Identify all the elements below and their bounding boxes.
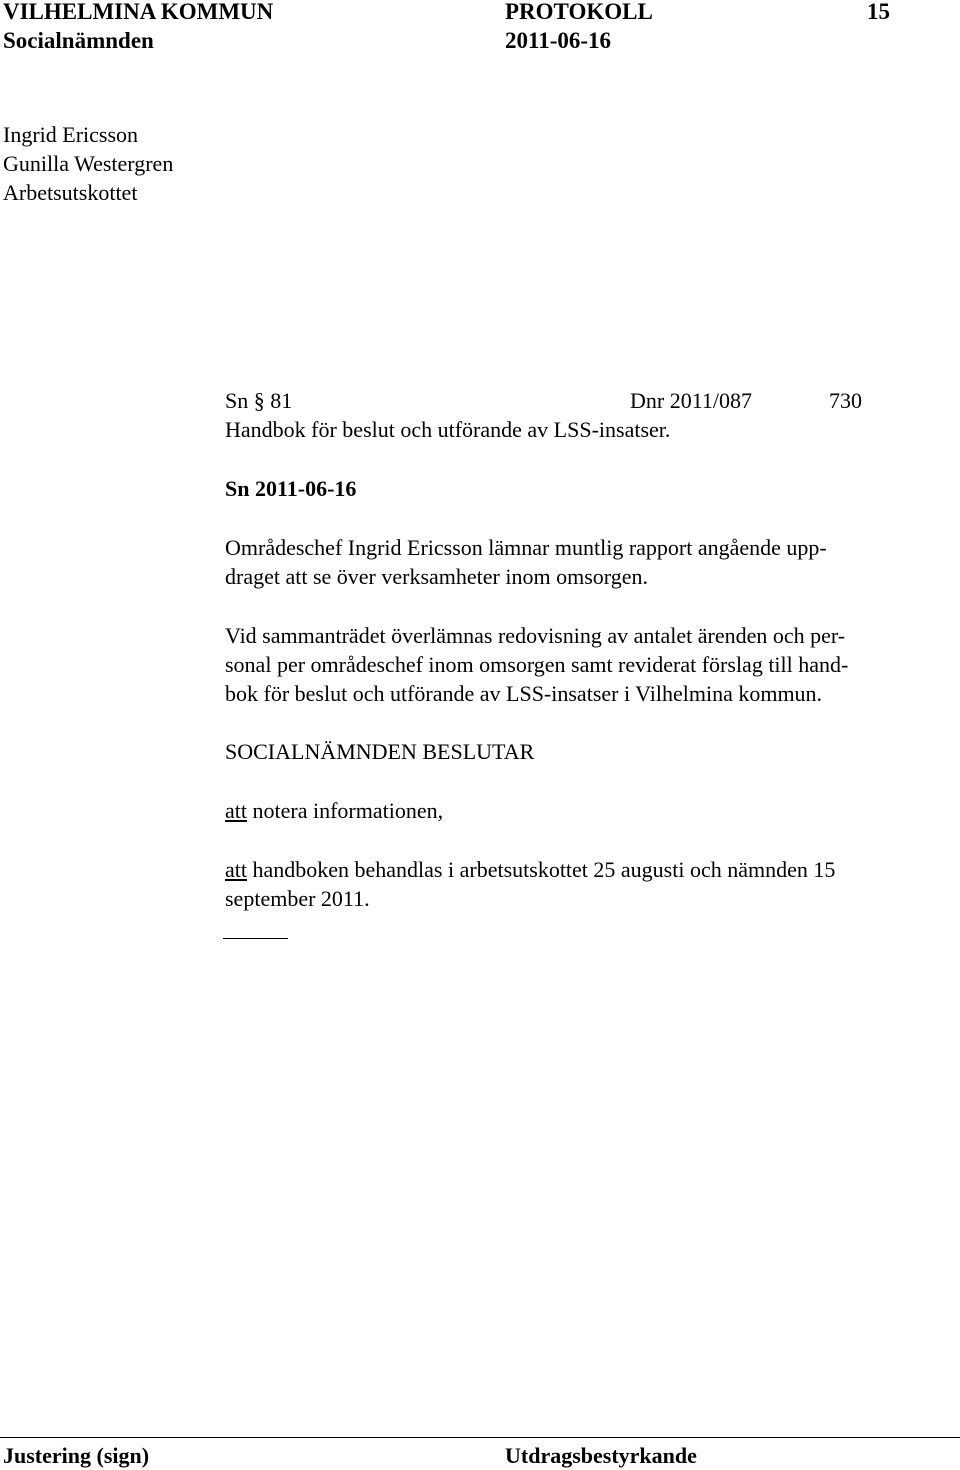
paragraph-1-line-2: draget att se över verksamheter inom omsorgen. bbox=[225, 564, 648, 589]
committee-name: Socialnämnden bbox=[3, 28, 154, 53]
paragraph-1-line-1: Områdeschef Ingrid Ericsson lämnar muntlig rapport angående upp- bbox=[225, 535, 827, 560]
item-number-value: 81 bbox=[270, 388, 293, 413]
item-sn-label: Sn bbox=[225, 388, 249, 413]
paragraph-2-line-3: bok för beslut och utförande av LSS-insatser i Vilhelmina kommun. bbox=[225, 681, 823, 706]
distribution-item: Arbetsutskottet bbox=[3, 180, 138, 205]
decision-item-2-line-2: september 2011. bbox=[225, 886, 370, 911]
decision-item-2 bbox=[225, 855, 835, 884]
item-title: Handbok för beslut och utförande av LSS-insatser. bbox=[225, 417, 671, 442]
decision-item-1-text: notera informationen, bbox=[247, 798, 444, 823]
doc-type: PROTOKOLL bbox=[505, 0, 653, 24]
distribution-item: Gunilla Westergren bbox=[3, 151, 174, 176]
footer-certification-label: Utdragsbestyrkande bbox=[505, 1443, 697, 1468]
meeting-reference: Sn 2011-06-16 bbox=[225, 476, 357, 501]
att-word: att bbox=[225, 857, 247, 882]
end-rule bbox=[223, 938, 288, 939]
protocol-date: 2011-06-16 bbox=[505, 28, 612, 53]
footer-signature-label: Justering (sign) bbox=[3, 1443, 150, 1468]
decision-item-1 bbox=[225, 796, 443, 825]
footer-rule bbox=[0, 1437, 960, 1438]
archive-code: 730 bbox=[829, 388, 862, 413]
decision-item-2-text: handboken behandlas i arbetsutskottet 25 augusti och nämnden 15 bbox=[247, 857, 836, 882]
section-symbol: § bbox=[253, 388, 265, 413]
diary-number: Dnr 2011/087 bbox=[630, 388, 753, 413]
item-number bbox=[225, 386, 292, 415]
paragraph-2-line-2: sonal per områdeschef inom omsorgen samt reviderat förslag till hand- bbox=[225, 652, 849, 677]
distribution-item: Ingrid Ericsson bbox=[3, 122, 139, 147]
paragraph-2-line-1: Vid sammanträdet överlämnas redovisning av antalet ärenden och per- bbox=[225, 623, 846, 648]
decision-heading: SOCIALNÄMNDEN BESLUTAR bbox=[225, 739, 535, 764]
org-name: VILHELMINA KOMMUN bbox=[3, 0, 274, 24]
att-word: att bbox=[225, 798, 247, 823]
page-number: 15 bbox=[867, 0, 890, 24]
